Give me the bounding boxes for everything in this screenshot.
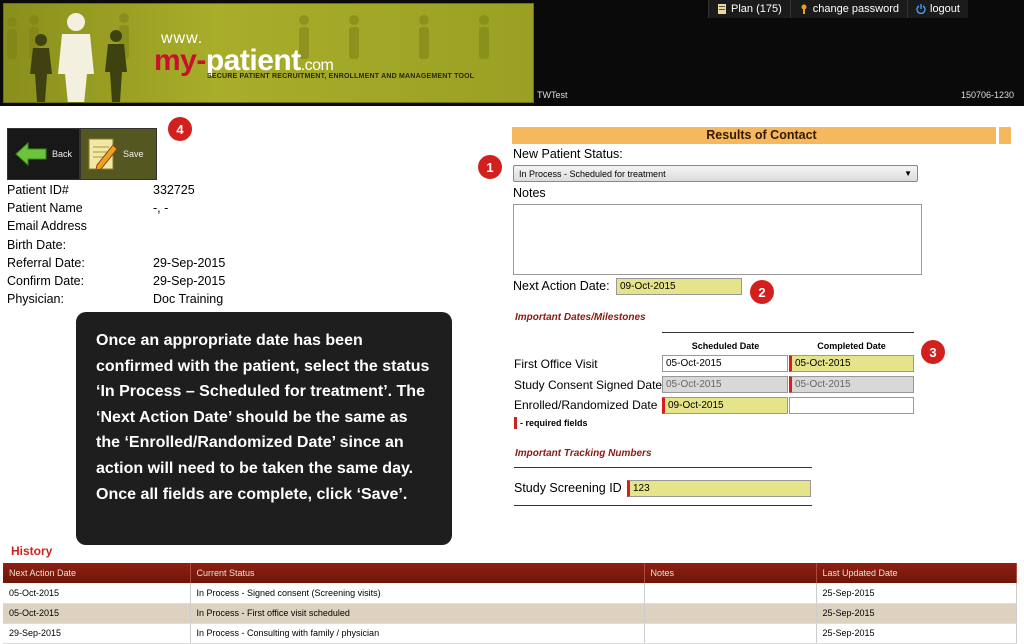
col-notes[interactable]: Notes — [644, 563, 816, 583]
patient-row — [7, 219, 225, 237]
dropdown-arrow-icon: ▼ — [904, 169, 912, 178]
confirm-date-value: 29-Sep-2015 — [153, 273, 226, 288]
enrolled-scheduled-field[interactable]: 09-Oct-2015 — [662, 397, 788, 414]
cell — [644, 583, 816, 603]
nav-plan-label: Plan (175) — [731, 3, 782, 15]
status-label: New Patient Status: — [513, 147, 623, 161]
app-header — [0, 0, 1024, 106]
step-badge-3: 3 — [921, 340, 945, 364]
required-note: - required fields — [520, 418, 588, 428]
step-badge-2: 2 — [750, 280, 774, 304]
cell — [644, 603, 816, 623]
required-marker — [514, 417, 517, 429]
first-visit-completed-field[interactable]: 05-Oct-2015 — [789, 355, 914, 372]
cell — [644, 623, 816, 643]
screening-id-field[interactable]: 123 — [627, 480, 811, 497]
notes-label: Notes — [513, 186, 546, 200]
patient-name-value: -, - — [153, 201, 169, 216]
birth-date-label: Birth Date: — [7, 237, 67, 252]
scheduled-date-header: Scheduled Date — [691, 341, 760, 351]
cell: 25-Sep-2015 — [816, 623, 1017, 643]
physician-label: Physician: — [7, 292, 64, 307]
patient-row — [7, 256, 225, 274]
history-header-row — [3, 563, 1017, 583]
milestones-title: Important Dates/Milestones — [515, 312, 646, 323]
email-label: Email Address — [7, 219, 87, 234]
step-badge-4: 4 — [168, 117, 192, 141]
consent-completed-field[interactable]: 05-Oct-2015 — [789, 376, 914, 393]
logo-tagline: SECURE PATIENT RECRUITMENT, ENROLLMENT AND MANAGEMENT TOOL — [207, 73, 475, 80]
cell: 05-Oct-2015 — [3, 603, 190, 623]
back-label: Back — [52, 149, 73, 159]
patient-row — [7, 238, 225, 256]
history-table — [3, 563, 1017, 644]
cell: In Process - First office visit scheduled — [190, 603, 644, 623]
logo-wordmark: my-patient.com — [154, 44, 334, 77]
logo-www: www. — [161, 30, 204, 47]
cell: In Process - Signed consent (Screening visits) — [190, 583, 644, 603]
back-button[interactable] — [7, 128, 80, 180]
table-row[interactable] — [3, 583, 1017, 603]
confirm-date-label: Confirm Date: — [7, 273, 85, 288]
key-icon — [799, 4, 809, 14]
next-action-label: Next Action Date: — [513, 279, 610, 293]
cell: In Process - Consulting with family / physician — [190, 623, 644, 643]
nav-logout[interactable] — [907, 0, 968, 18]
top-nav — [708, 0, 968, 18]
patient-row — [7, 292, 225, 310]
consent-scheduled-field[interactable]: 05-Oct-2015 — [662, 376, 788, 393]
version-label: 150706-1230 — [960, 90, 1014, 100]
next-action-date-field[interactable]: 09-Oct-2015 — [616, 278, 742, 295]
patient-id-value: 332725 — [153, 183, 195, 197]
nav-change-password[interactable] — [790, 0, 907, 18]
instruction-tooltip: Once an appropriate date has been confirmed with the patient, select the status ‘In Process – Scheduled for treatment’. The ‘Next Action Date’ should be the same as the ‘Enrolled/Randomized Date’ since an action will need to be taken the same day. Once all fields are complete, click ‘Save’. — [76, 312, 452, 545]
cell: 29-Sep-2015 — [3, 623, 190, 643]
banner-logo — [3, 3, 534, 103]
toolbar — [7, 128, 157, 180]
edit-document-icon — [87, 137, 119, 171]
save-button[interactable] — [80, 128, 157, 180]
site-name: TWTest — [537, 90, 568, 100]
referral-date-value: 29-Sep-2015 — [153, 255, 226, 270]
completed-date-header: Completed Date — [817, 341, 886, 351]
divider — [662, 332, 914, 333]
table-row[interactable] — [3, 603, 1017, 623]
cell: 05-Oct-2015 — [3, 583, 190, 603]
notes-textarea[interactable] — [513, 204, 922, 275]
first-office-visit-label: First Office Visit — [514, 357, 598, 371]
nav-change-password-label: change password — [812, 3, 899, 15]
divider — [514, 467, 812, 468]
patient-row — [7, 274, 225, 292]
patient-row — [7, 201, 225, 219]
referral-date-label: Referral Date: — [7, 255, 85, 270]
back-arrow-icon — [14, 141, 48, 167]
results-of-contact-header: Results of Contact — [512, 127, 1011, 144]
enrolled-date-label: Enrolled/Randomized Date — [514, 398, 658, 412]
patient-name-label: Patient Name — [7, 201, 83, 216]
first-visit-scheduled-field[interactable]: 05-Oct-2015 — [662, 355, 788, 372]
cell: 25-Sep-2015 — [816, 583, 1017, 603]
col-next-action-date[interactable]: Next Action Date — [3, 563, 190, 583]
step-badge-1: 1 — [478, 155, 502, 179]
screening-id-label: Study Screening ID — [514, 481, 622, 495]
patient-info — [7, 183, 225, 310]
patient-id-label: Patient ID# — [7, 183, 69, 197]
col-last-updated[interactable]: Last Updated Date — [816, 563, 1017, 583]
table-row[interactable] — [3, 623, 1017, 643]
patient-row — [7, 183, 225, 201]
history-title: History — [11, 544, 53, 558]
divider — [514, 505, 812, 506]
consent-signed-label: Study Consent Signed Date — [514, 378, 663, 392]
status-select[interactable] — [513, 165, 918, 182]
power-icon — [916, 4, 926, 14]
cell: 25-Sep-2015 — [816, 603, 1017, 623]
plan-icon — [717, 4, 727, 14]
enrolled-completed-field[interactable] — [789, 397, 914, 414]
tracking-title: Important Tracking Numbers — [515, 448, 652, 459]
nav-plan[interactable] — [708, 0, 790, 18]
nav-logout-label: logout — [930, 3, 960, 15]
status-select-value: In Process - Scheduled for treatment — [519, 169, 666, 179]
physician-value: Doc Training — [153, 292, 224, 307]
save-label: Save — [123, 149, 144, 159]
col-current-status[interactable]: Current Status — [190, 563, 644, 583]
